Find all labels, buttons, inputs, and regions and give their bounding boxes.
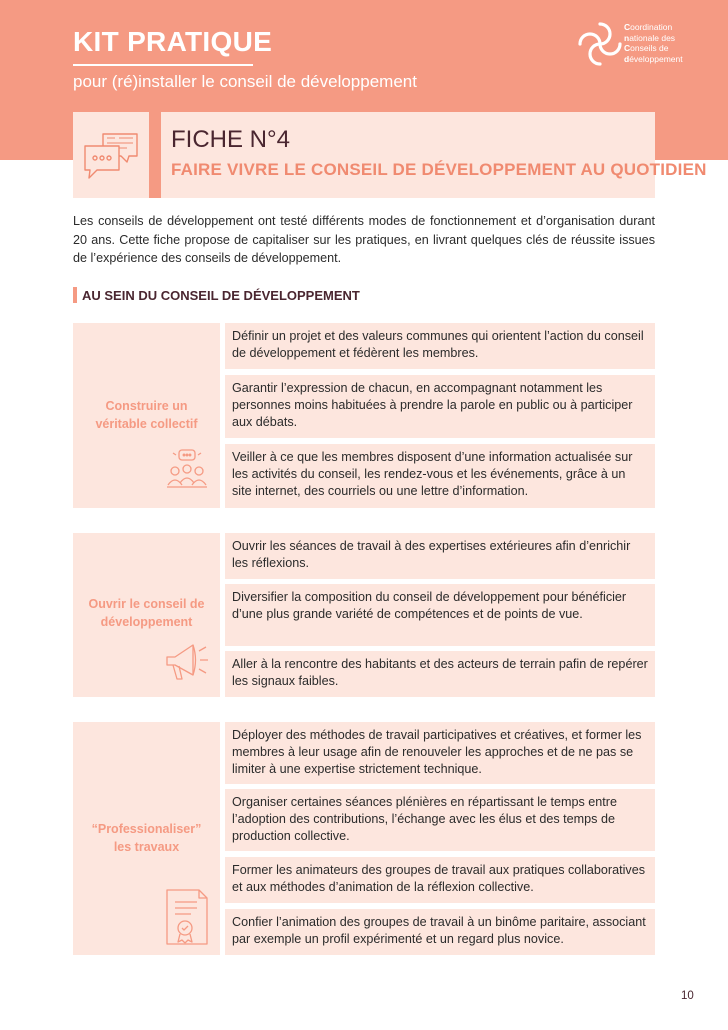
cncd-logo — [574, 18, 704, 72]
logo-line: développement — [624, 53, 683, 64]
certificate-icon — [163, 886, 211, 948]
group-label-box — [73, 533, 220, 697]
group-label: Ouvrir le conseil de développement — [88, 597, 205, 629]
group-meeting-icon — [163, 447, 211, 495]
group-label: Construire un véritable collectif — [95, 399, 198, 431]
list-item: Veiller à ce que les membres disposent d’une information actualisée sur les activités du conseil, les rendez-vous et les événements, grâce à un site internet, des courriels ou une lettre d’information. — [225, 444, 655, 508]
group-label: “Professionaliser” les travaux — [91, 822, 202, 854]
list-item: Aller à la rencontre des habitants et des acteurs de terrain pafin de repérer les signaux faibles. — [225, 651, 655, 697]
logo-line: Conseils de — [624, 43, 669, 53]
list-item: Garantir l’expression de chacun, en accompagnant notamment les personnes moins habituées à prendre la parole en public ou à participer aux débats. — [225, 375, 655, 438]
list-item: Former les animateurs des groupes de travail aux pratiques collaboratives et aux méthodes d’animation de la réflexion collective. — [225, 857, 655, 903]
section-marker — [73, 287, 77, 303]
cncd-logo-icon — [574, 18, 626, 70]
logo-text — [624, 22, 683, 64]
fiche-title: FAIRE VIVRE LE CONSEIL DE DÉVELOPPEMENT AU QUOTIDIEN — [171, 160, 707, 179]
list-item: Déployer des méthodes de travail participatives et créatives, et former les membres à leur usage afin de renouveler les approches et de ne pas se limiter à une expertise strictement technique. — [225, 722, 655, 784]
intro-paragraph: Les conseils de développement ont testé différents modes de fonctionnement et d’organisation durant 20 ans. Cette fiche propose de capitaliser sur les pratiques, en livrant quelques clés de réussite issues de l’expérience des conseils de développement. — [73, 214, 655, 265]
list-item: Définir un projet et des valeurs communes qui orientent l’action du conseil de développement et fédèrent les membres. — [225, 323, 655, 369]
kit-subtitle: pour (ré)installer le conseil de développement — [73, 72, 417, 91]
group-label-box — [73, 722, 220, 955]
list-item: Diversifier la composition du conseil de développement pour bénéficier d’une plus grande variété de compétences et de points de vue. — [225, 584, 655, 646]
fiche-divider — [149, 112, 161, 198]
list-item: Organiser certaines séances plénières en répartissant le temps entre l’adoption des contributions, l’échange avec les élus et des temps de production collective. — [225, 789, 655, 851]
group-label-box — [73, 323, 220, 508]
section-title: AU SEIN DU CONSEIL DE DÉVELOPPEMENT — [82, 288, 360, 303]
kit-title: KIT PRATIQUE — [73, 26, 273, 57]
logo-line: nationale des — [624, 32, 676, 43]
list-item: Confier l’animation des groupes de travail à un binôme paritaire, associant par exemple un profil expérimenté et un regard plus novice. — [225, 909, 655, 955]
megaphone-icon — [161, 637, 211, 685]
title-underline — [73, 64, 253, 66]
speech-bubbles-icon — [73, 112, 145, 198]
fiche-number: FICHE N°4 — [171, 126, 290, 153]
page-number: 10 — [681, 990, 694, 1002]
list-item: Ouvrir les séances de travail à des expertises extérieures afin d’enrichir les réflexions. — [225, 533, 655, 579]
logo-line: Coordination — [624, 22, 673, 32]
